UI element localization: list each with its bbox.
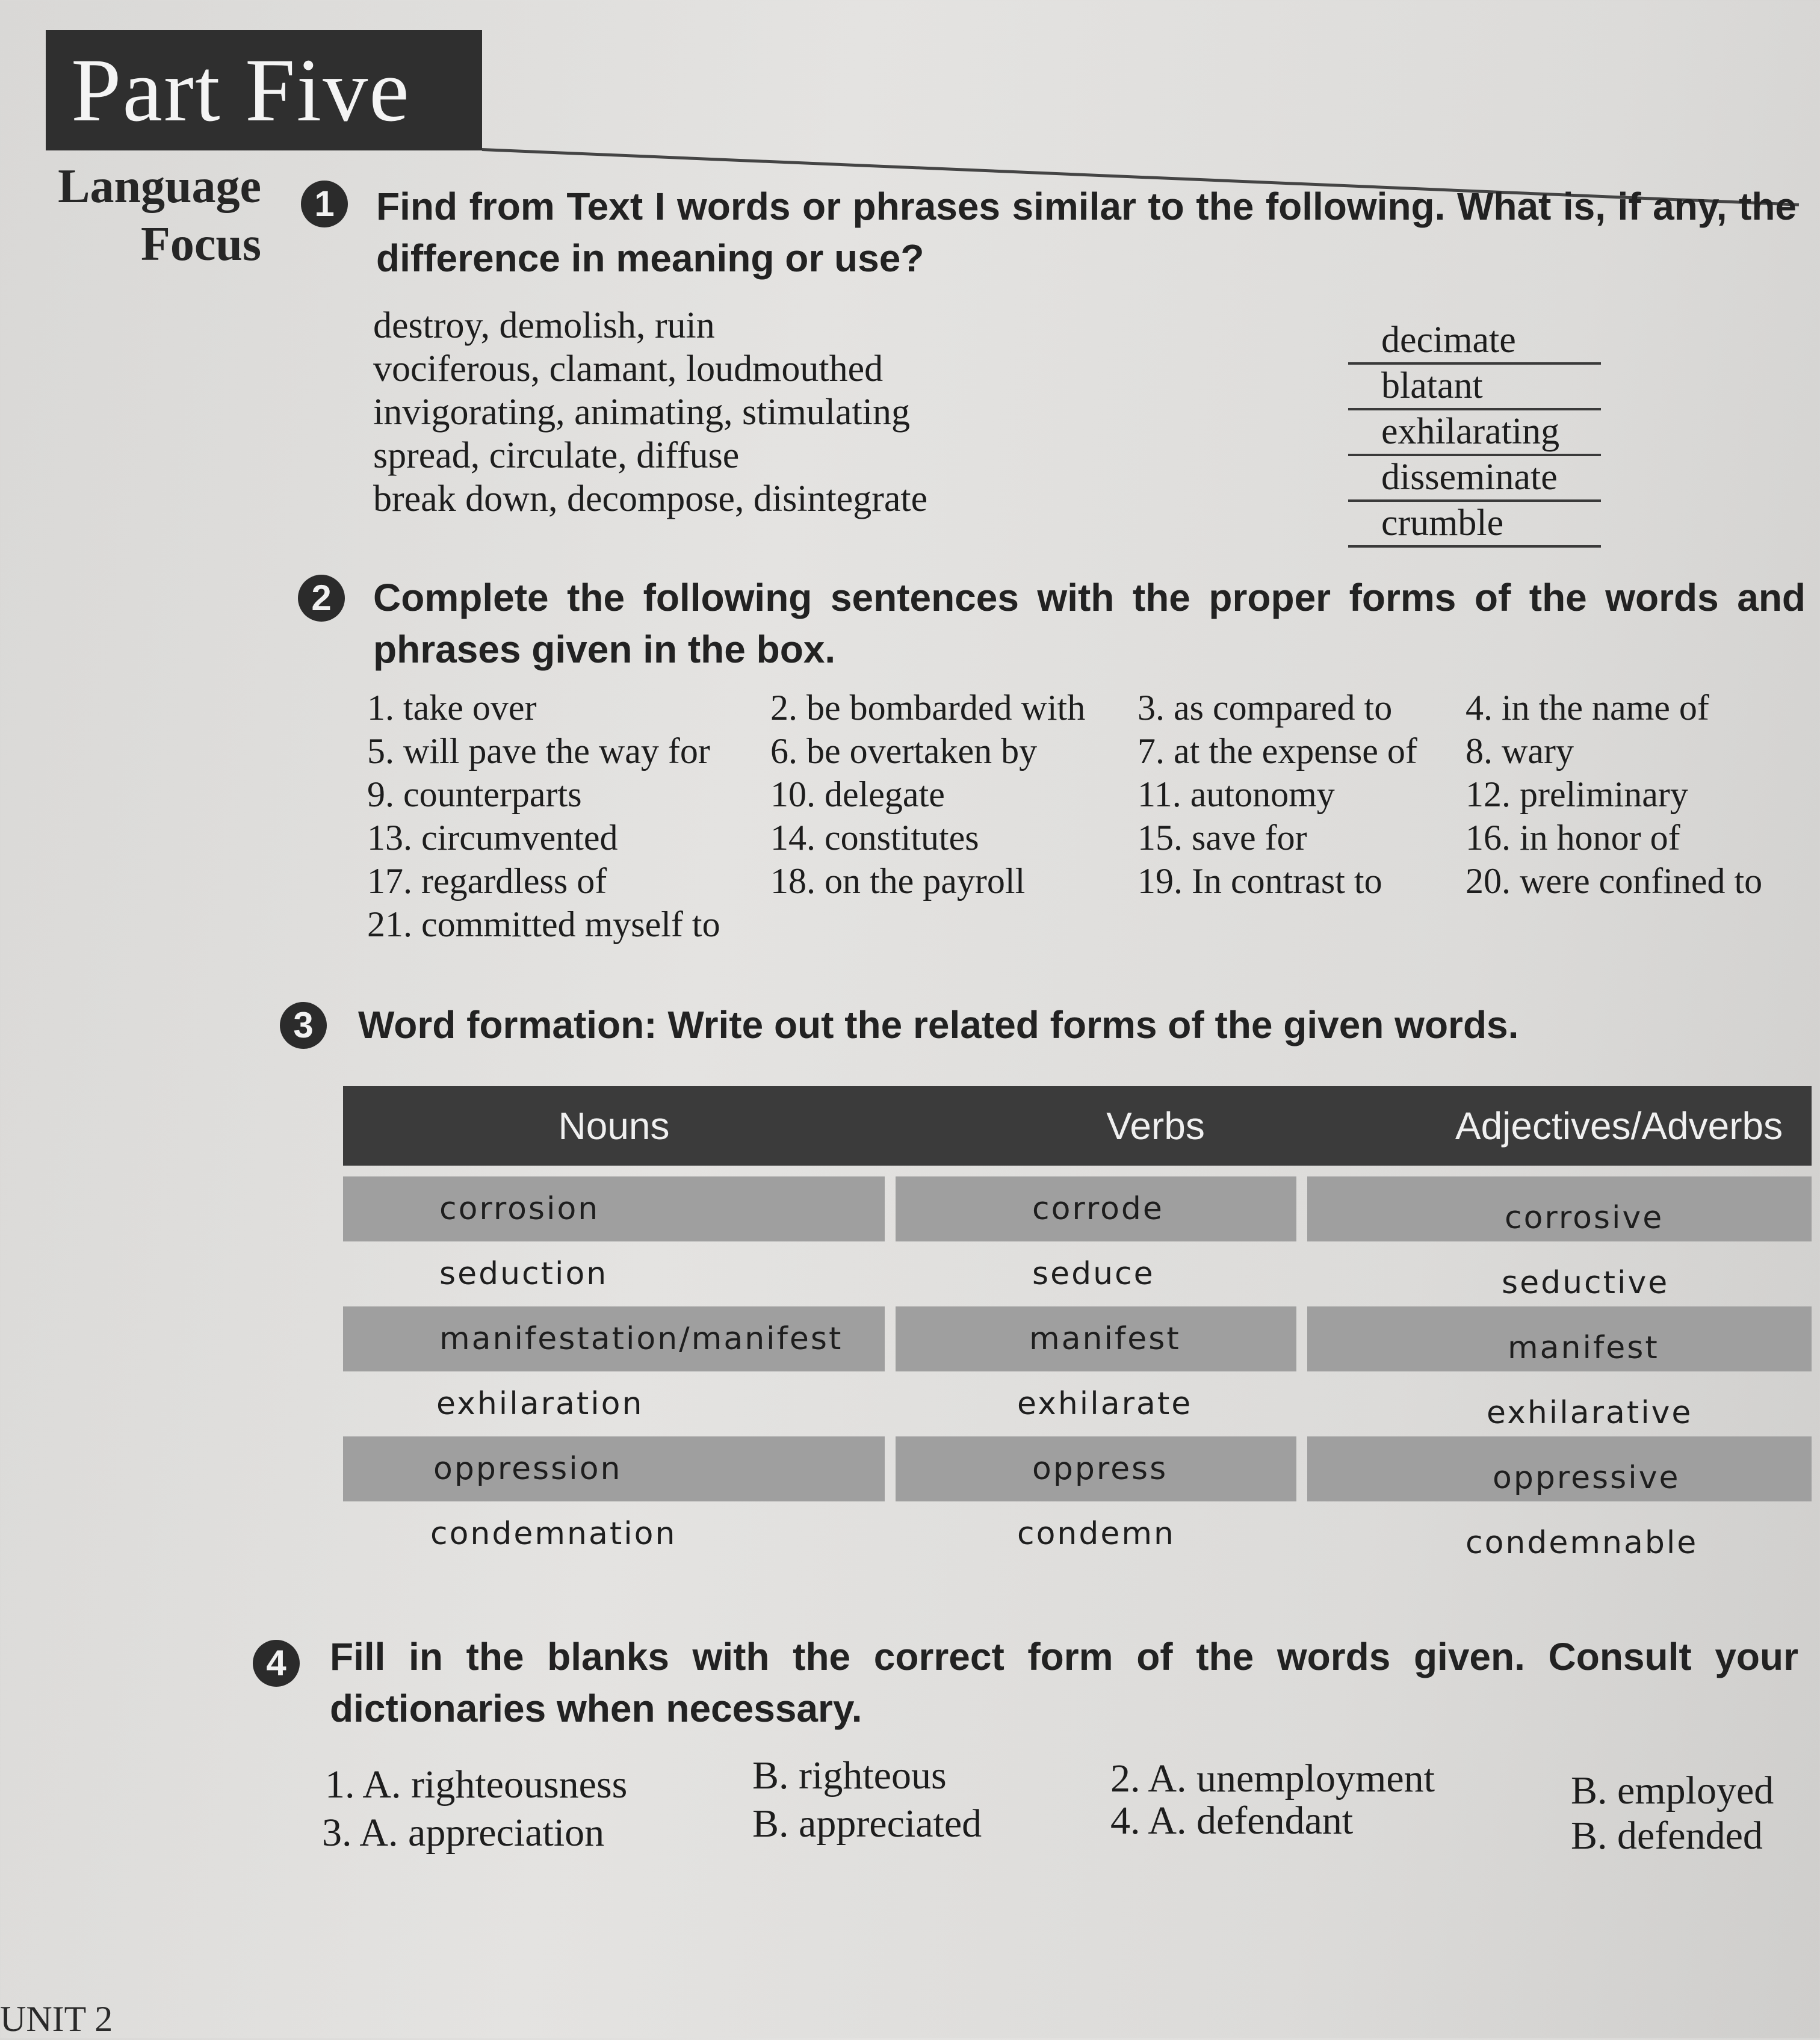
table-cell: condemn (1017, 1516, 1175, 1552)
table-cell: condemnable (1466, 1525, 1698, 1561)
answer-blank: crumble (1348, 502, 1601, 548)
exercise-1-instruction: Find from Text I words or phrases similar to the following. What is, if any, the difference in meaning or use? (376, 185, 1797, 280)
list-item: 5. will pave the way for (367, 731, 710, 771)
exercise-1-number: 1 (301, 181, 348, 227)
list-item: 8. wary (1466, 731, 1574, 771)
section-label (45, 158, 261, 273)
list-item: 7. at the expense of (1138, 731, 1417, 771)
exercise-3-number: 3 (280, 1002, 327, 1049)
answer-item: 3. A. appreciation (322, 1811, 605, 1855)
table-header-row (343, 1086, 1812, 1166)
table-cell: oppression (433, 1451, 622, 1487)
exercise-2-instruction: Complete the following sentences with the proper forms of the words and phrases given in the box. (373, 576, 1806, 671)
table-row-shade (343, 1176, 885, 1241)
column-header-adjectives: Adjectives/Adverbs (1455, 1104, 1783, 1148)
list-item: 3. as compared to (1138, 688, 1393, 728)
list-item: spread, circulate, diffuse (373, 435, 740, 476)
list-item: break down, decompose, disintegrate (373, 478, 928, 519)
part-title: Part Five (46, 30, 482, 150)
table-cell: exhilarate (1017, 1386, 1193, 1422)
table-cell: exhilaration (436, 1386, 644, 1422)
list-item: 20. were confined to (1466, 861, 1763, 901)
answer-item: 4. A. defendant (1110, 1799, 1354, 1843)
answer-blank: exhilarating (1348, 410, 1601, 456)
list-item: 15. save for (1138, 818, 1307, 858)
answer-blank: blatant (1348, 365, 1601, 410)
list-item: 10. delegate (770, 774, 945, 814)
table-cell: seductive (1502, 1265, 1670, 1301)
table-cell: manifest (1508, 1330, 1659, 1366)
list-item: 14. constitutes (770, 818, 979, 858)
list-item: 19. In contrast to (1138, 861, 1382, 901)
exercise-4-number: 4 (253, 1640, 300, 1687)
list-item: vociferous, clamant, loudmouthed (373, 348, 884, 389)
answer-item: B. defended (1571, 1814, 1763, 1858)
answer-item: B. employed (1571, 1769, 1774, 1813)
list-item: 17. regardless of (367, 861, 607, 901)
list-item: 16. in honor of (1466, 818, 1680, 858)
column-header-verbs: Verbs (1106, 1104, 1205, 1148)
list-item: 6. be overtaken by (770, 731, 1038, 771)
unit-label: UNIT 2 (0, 1999, 113, 2039)
table-cell: corrosive (1505, 1200, 1664, 1236)
section-label-line2: Focus (141, 218, 261, 271)
table-cell: manifestation/manifest (439, 1321, 843, 1357)
list-item: 9. counterparts (367, 774, 582, 814)
exercise-1-list (373, 304, 927, 521)
table-cell: exhilarative (1487, 1395, 1693, 1431)
list-item: 21. committed myself to (367, 904, 720, 944)
exercise-1-answers (1348, 319, 1601, 548)
list-item: 11. autonomy (1138, 774, 1335, 814)
table-cell: seduce (1032, 1256, 1155, 1292)
column-header-nouns: Nouns (558, 1104, 670, 1148)
answer-item: B. righteous (752, 1754, 947, 1797)
table-cell: oppressive (1493, 1460, 1680, 1496)
section-label-line1: Language (58, 160, 261, 213)
list-item: 4. in the name of (1466, 688, 1709, 728)
table-cell: condemnation (430, 1516, 677, 1552)
table-cell: oppress (1032, 1451, 1168, 1487)
table-cell: corrode (1032, 1191, 1164, 1227)
list-item: 18. on the payroll (770, 861, 1026, 901)
list-item: 2. be bombarded with (770, 688, 1086, 728)
list-item: 13. circumvented (367, 818, 618, 858)
exercise-3-instruction: Word formation: Write out the related forms of the given words. (358, 1003, 1519, 1046)
answer-item: B. appreciated (752, 1802, 982, 1846)
list-item: invigorating, animating, stimulating (373, 392, 911, 433)
exercise-4-instruction: Fill in the blanks with the correct form of the words given. Consult your dictionaries when necessary. (330, 1635, 1798, 1730)
answer-item: 1. A. righteousness (325, 1763, 628, 1807)
answer-item: 2. A. unemployment (1110, 1757, 1435, 1800)
list-item: 1. take over (367, 688, 537, 728)
exercise-2-number: 2 (298, 575, 345, 622)
answer-blank: disseminate (1348, 456, 1601, 502)
answer-blank: decimate (1348, 319, 1601, 365)
table-cell: corrosion (439, 1191, 600, 1227)
table-cell: manifest (1029, 1321, 1181, 1357)
list-item: destroy, demolish, ruin (373, 305, 715, 346)
list-item: 12. preliminary (1466, 774, 1688, 814)
table-cell: seduction (439, 1256, 608, 1292)
